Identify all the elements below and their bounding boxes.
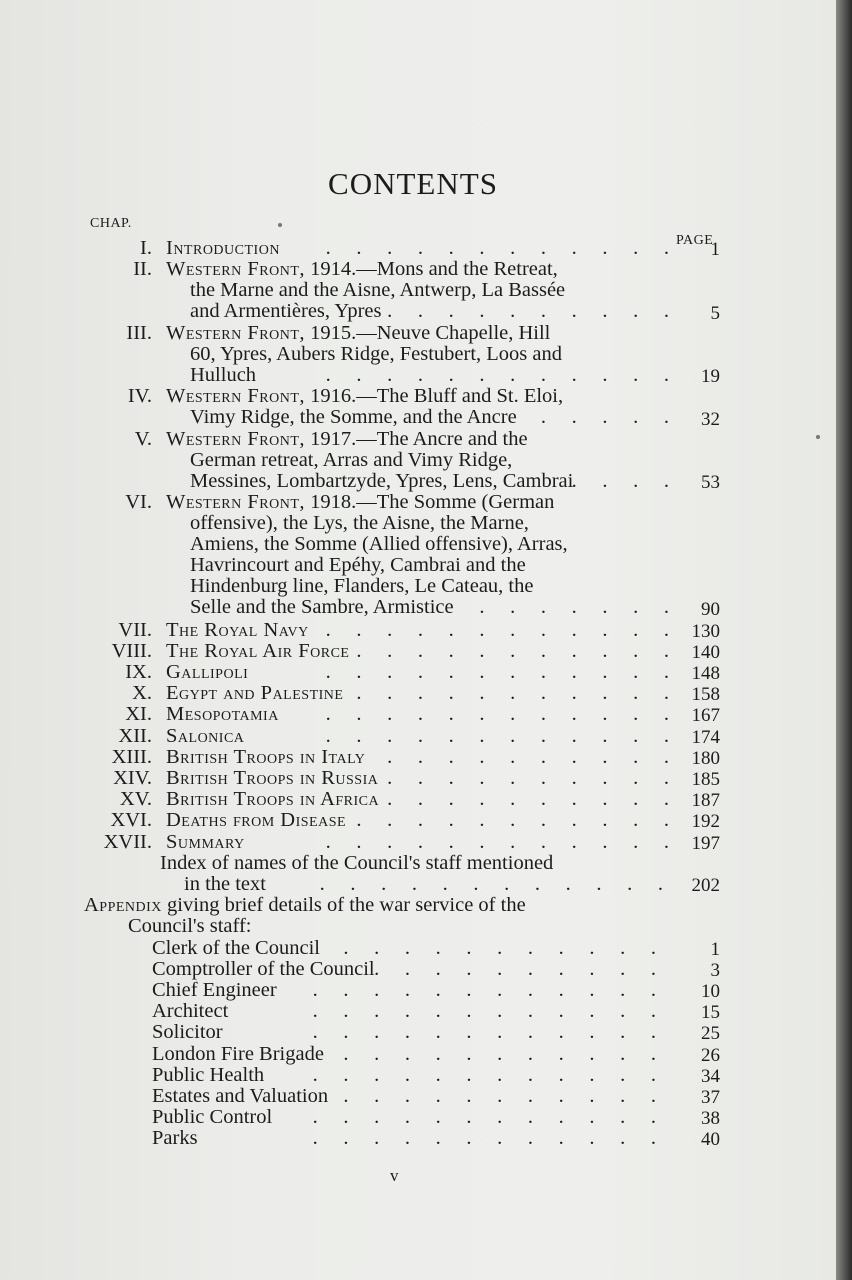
appendix-item[interactable] [152, 1022, 656, 1043]
leader-dots [277, 980, 656, 1001]
entry-last-line [166, 704, 669, 725]
entry-text: in the text [184, 872, 266, 895]
entry-rest: giving brief details of the war service of the [161, 894, 526, 917]
page-number: 197 [691, 832, 720, 854]
appendix-item[interactable] [152, 1044, 656, 1065]
chapter-entry[interactable] [166, 789, 669, 810]
page-number: 53 [701, 472, 720, 494]
entry-last-line [166, 747, 669, 768]
page-number: 174 [691, 726, 720, 748]
chapter-number: X. [132, 682, 152, 705]
entry-last-line [166, 597, 669, 618]
chapter-entry[interactable] [166, 726, 669, 747]
page-number: 140 [691, 641, 720, 663]
appendix-item[interactable] [152, 980, 656, 1001]
chapter-entry[interactable] [166, 683, 669, 704]
leader-dots [279, 704, 669, 725]
page-column-label: PAGE [676, 233, 714, 248]
leader-dots [324, 1044, 656, 1065]
page-number: 90 [701, 599, 720, 621]
chap-column-label: CHAP. [90, 216, 132, 231]
entry-line: Amiens, the Somme (Allied offensive), Arras, [190, 533, 568, 556]
entry-text [166, 832, 245, 853]
chapter-number: XVI. [110, 809, 152, 832]
entry-last-line [166, 810, 669, 831]
entry-last-line [152, 1001, 656, 1022]
leader-dots [248, 662, 669, 683]
appendix-item[interactable] [152, 1001, 656, 1022]
leader-dots [328, 1086, 656, 1107]
entry-lead: British Troops in Africa [166, 788, 380, 811]
appendix-item[interactable] [152, 938, 656, 959]
entry-line [166, 492, 669, 513]
entry-last-line [152, 1107, 656, 1128]
chapter-number: I. [140, 237, 152, 259]
chapter-number: IX. [125, 661, 152, 683]
chapter-number: XIII. [111, 745, 152, 768]
entry-last-line [166, 832, 669, 853]
entry-lead: Western Front, [166, 258, 305, 281]
leader-dots [517, 407, 669, 428]
page-number: 40 [701, 1129, 720, 1151]
chapter-number: II. [133, 258, 152, 281]
page-number: 202 [691, 875, 720, 896]
entry-line: Hindenburg line, Flanders, Le Cateau, the [190, 575, 534, 598]
entry-text [166, 641, 349, 662]
chapter-entry[interactable] [166, 492, 669, 618]
page-number: 187 [691, 790, 720, 812]
entry-last-line [166, 768, 669, 789]
leader-dots [365, 747, 669, 768]
entry-lead: The Royal Navy [166, 618, 309, 641]
page-number: 185 [691, 769, 720, 790]
chapter-entry[interactable] [166, 429, 669, 492]
page-number: 1 [710, 239, 720, 260]
entry-lead: British Troops in Italy [166, 745, 366, 768]
entry-text [166, 620, 309, 641]
entry-text: Estates and Valuation [152, 1085, 329, 1107]
entry-text [166, 768, 378, 789]
entry-lead: The Royal Air Force [166, 639, 350, 662]
entry-text: Solicitor [152, 1021, 223, 1044]
page-number: 38 [701, 1108, 720, 1130]
appendix-item[interactable] [152, 1128, 656, 1149]
page-number: 3 [710, 959, 720, 981]
page-number: 32 [701, 408, 720, 430]
page-number: 130 [691, 620, 720, 642]
entry-last-line [166, 789, 669, 810]
chapter-number: III. [126, 321, 152, 344]
chapter-entry[interactable] [166, 620, 669, 641]
entry-last-line [152, 980, 656, 1001]
entry-last-line [166, 238, 669, 259]
chapter-number: XVII. [103, 830, 152, 853]
entry-lead: Introduction [166, 237, 280, 259]
chapter-number: XII. [118, 724, 152, 747]
page-number: 15 [701, 1002, 720, 1024]
page-number: 180 [691, 747, 720, 769]
page-number: 34 [701, 1065, 720, 1087]
entry-last-line [152, 1065, 656, 1086]
chapter-entry[interactable] [166, 810, 669, 831]
entry-text [166, 810, 346, 831]
entry-line [84, 895, 664, 916]
entry-line [166, 429, 669, 450]
entry-last-line [166, 641, 669, 662]
leader-dots [228, 1001, 656, 1022]
chapter-entry[interactable] [166, 641, 669, 662]
chapter-entry[interactable] [166, 662, 669, 683]
chapter-number: XIV. [113, 767, 152, 789]
page-number: 192 [691, 811, 720, 833]
entry-rest: 1917.—The Ancre and the [305, 427, 528, 450]
entry-last-line [152, 938, 656, 959]
entry-text: Public Health [152, 1063, 265, 1086]
chapter-entry[interactable] [166, 259, 669, 322]
chapter-entry[interactable] [166, 768, 669, 789]
leader-dots [375, 959, 656, 980]
appendix-item[interactable] [152, 959, 656, 980]
entry-lead: Western Front, [166, 427, 305, 450]
entry-line: German retreat, Arras and Vimy Ridge, [190, 448, 513, 471]
entry-line: Council's staff: [128, 915, 252, 938]
ink-speck [816, 435, 820, 439]
entry-text: Comptroller of the Council [152, 957, 375, 980]
entry-lead: Deaths from Disease [166, 809, 347, 832]
leader-dots [264, 1065, 656, 1086]
entry-last-line [152, 1086, 656, 1107]
page-number: 158 [691, 684, 720, 706]
entry-text: London Fire Brigade [152, 1042, 324, 1065]
entry-rest: 1918.—The Somme (German [305, 491, 555, 514]
entry-text: and Armentières, Ypres [190, 300, 382, 323]
page-number: 19 [701, 366, 720, 388]
entry-lead: Mesopotamia [166, 703, 279, 726]
leader-dots [378, 768, 669, 789]
page-number: 10 [701, 981, 720, 1002]
appendix-item[interactable] [152, 1107, 656, 1128]
leader-dots [573, 471, 669, 492]
entry-last-line [166, 365, 669, 386]
entry-line: Havrincourt and Epéhy, Cambrai and the [190, 554, 526, 577]
entry-lead: Egypt and Palestine [166, 682, 344, 705]
chapter-number: IV. [127, 385, 152, 408]
entry-last-line [166, 662, 669, 683]
chapter-number: XI. [125, 703, 152, 726]
entry-text [166, 683, 343, 704]
entry-text: Messines, Lombartzyde, Ypres, Lens, Cambrai [190, 469, 574, 492]
contents-heading: CONTENTS [328, 166, 498, 201]
entry-line [166, 259, 669, 280]
leader-dots [346, 810, 669, 831]
appendix-heading[interactable] [84, 895, 664, 937]
leader-dots [266, 874, 663, 895]
leader-dots [454, 597, 669, 618]
entry-text [166, 747, 365, 768]
entry-text: Clerk of the Council [152, 936, 320, 959]
entry-text [166, 238, 280, 259]
entry-lead: Western Front, [166, 491, 305, 514]
page-number: 37 [701, 1087, 720, 1108]
index-entry[interactable] [160, 853, 663, 895]
ink-speck [278, 223, 282, 227]
entry-last-line [152, 1044, 656, 1065]
leader-dots [349, 641, 669, 662]
page-number: 167 [691, 705, 720, 727]
leader-dots [320, 938, 656, 959]
chapter-entry[interactable] [166, 386, 669, 428]
entry-text [166, 704, 279, 725]
entry-lead: British Troops in Russia [166, 767, 379, 789]
entry-text [166, 662, 248, 683]
leader-dots [343, 683, 669, 704]
entry-last-line [166, 407, 669, 428]
entry-lead: Appendix [84, 894, 162, 917]
page-edge-shadow [836, 0, 852, 1280]
page-folio: v [390, 1166, 399, 1185]
chapter-number: VI. [125, 491, 152, 514]
leader-dots [198, 1128, 656, 1149]
entry-line: the Marne and the Aisne, Antwerp, La Bassée [190, 279, 566, 302]
entry-text: Chief Engineer [152, 979, 277, 1001]
chapter-number: V. [134, 427, 152, 450]
page-number: 25 [701, 1023, 720, 1045]
entry-line: 60, Ypres, Aubers Ridge, Festubert, Loos and [190, 342, 563, 365]
entry-last-line [166, 620, 669, 641]
entry-last-line [160, 874, 663, 895]
entry-last-line [152, 1128, 656, 1149]
entry-line [166, 386, 669, 407]
entry-text: Hulluch [190, 363, 257, 386]
chapter-entry[interactable] [166, 238, 669, 259]
entry-line: Index of names of the Council's staff mentioned [160, 851, 554, 874]
chapter-entry[interactable] [166, 704, 669, 725]
entry-text: Vimy Ridge, the Somme, and the Ancre [190, 406, 517, 429]
entry-lead: Gallipoli [166, 661, 249, 683]
page-number: 1 [710, 938, 720, 960]
entry-last-line [166, 471, 669, 492]
entry-lead: Western Front, [166, 385, 305, 408]
chapter-entry[interactable] [166, 832, 669, 853]
entry-text: Architect [152, 1000, 229, 1023]
leader-dots [223, 1022, 656, 1043]
leader-dots [245, 832, 669, 853]
entry-text: Public Control [152, 1106, 273, 1129]
entry-rest: 1915.—Neuve Chapelle, Hill [305, 321, 551, 344]
page-number: 5 [710, 302, 720, 324]
entry-text: Selle and the Sambre, Armistice [190, 596, 454, 619]
appendix-item[interactable] [152, 1065, 656, 1086]
entry-text [166, 789, 379, 810]
leader-dots [272, 1107, 656, 1128]
leader-dots [244, 726, 669, 747]
page-number: 26 [701, 1044, 720, 1066]
entry-last-line [166, 683, 669, 704]
chapter-number: VII. [118, 618, 152, 641]
entry-text [166, 726, 244, 747]
leader-dots [381, 301, 669, 322]
leader-dots [280, 238, 669, 259]
entry-rest: 1914.—Mons and the Retreat, [305, 258, 558, 281]
leader-dots [309, 620, 669, 641]
entry-lead: Salonica [166, 724, 245, 747]
chapter-entry[interactable] [166, 323, 669, 386]
entry-last-line [152, 959, 656, 980]
appendix-item[interactable] [152, 1086, 656, 1107]
page-number: 148 [691, 663, 720, 684]
entry-last-line [166, 726, 669, 747]
entry-lead: Summary [166, 830, 245, 853]
entry-text: Parks [152, 1127, 198, 1150]
entry-last-line [166, 301, 669, 322]
entry-lead: Western Front, [166, 321, 305, 344]
chapter-entry[interactable] [166, 747, 669, 768]
chapter-number: VIII. [111, 639, 152, 662]
chapter-number: XV. [119, 788, 152, 811]
leader-dots [379, 789, 669, 810]
entry-rest: 1916.—The Bluff and St. Eloi, [305, 385, 564, 408]
entry-line [166, 323, 669, 344]
leader-dots [256, 365, 669, 386]
entry-line: offensive), the Lys, the Aisne, the Marne, [190, 512, 529, 535]
entry-last-line [152, 1022, 656, 1043]
